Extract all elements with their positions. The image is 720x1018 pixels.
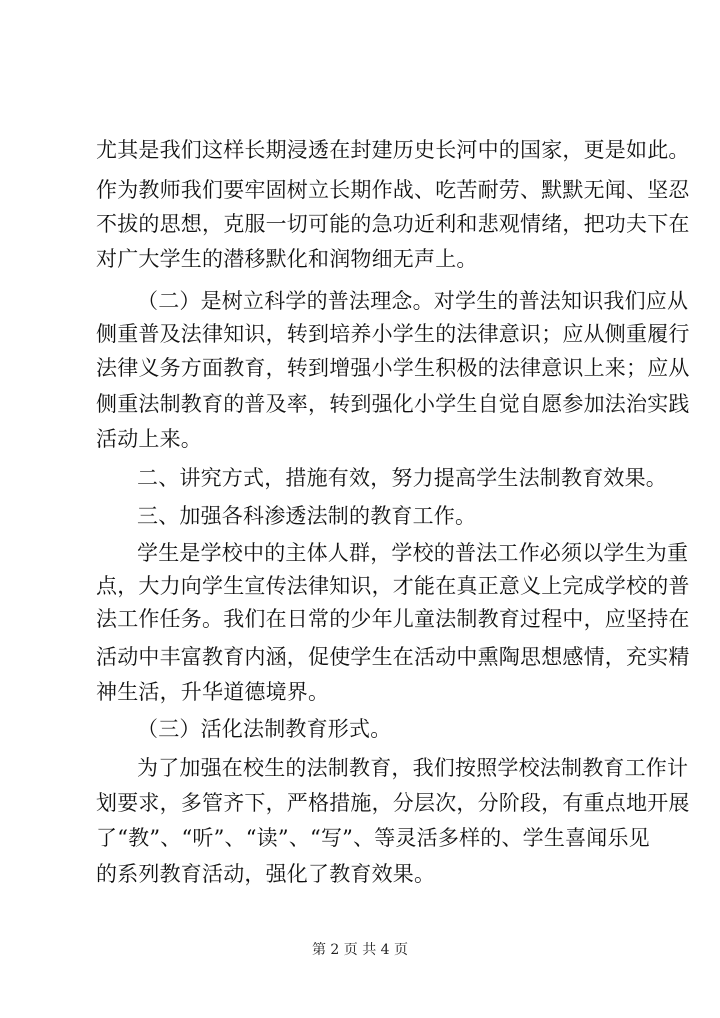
text-line: 活动中丰富教育内涵，促使学生在活动中熏陶思想感情，充实精 bbox=[96, 645, 690, 669]
text-line: 对广大学生的潜移默化和润物细无声上。 bbox=[96, 247, 478, 271]
text-line: 划要求，多管齐下，严格措施，分层次，分阶段，有重点地开展 bbox=[96, 791, 690, 815]
section-heading-3: 三、加强各科渗透法制的教育工作。 bbox=[137, 504, 477, 528]
text-line: 学生是学校中的主体人群，学校的普法工作必须以学生为重 bbox=[137, 541, 689, 565]
section-heading-2: 二、讲究方式，措施有效，努力提高学生法制教育效果。 bbox=[137, 466, 667, 490]
text-line: 神生活，升华道德境界。 bbox=[96, 680, 330, 704]
text-line: 尤其是我们这样长期浸透在封建历史长河中的国家，更是如此。 bbox=[96, 138, 690, 162]
text-line: 的系列教育活动，强化了教育效果。 bbox=[96, 862, 436, 886]
text-line: 活动上来。 bbox=[96, 427, 202, 451]
text-line: 法工作任务。我们在日常的少年儿童法制教育过程中，应坚持在 bbox=[96, 607, 690, 631]
text-line: 侧重普及法律知识，转到培养小学生的法律意识；应从侧重履行 bbox=[96, 322, 690, 346]
text-line: 法律义务方面教育，转到增强小学生积极的法律意识上来；应从 bbox=[96, 356, 690, 380]
subsection-heading: （三）活化法制教育形式。 bbox=[137, 717, 392, 741]
text-line: 作为教师我们要牢固树立长期作战、吃苦耐劳、默默无闻、坚忍 bbox=[96, 178, 690, 202]
text-line: 点，大力向学生宣传法律知识，才能在真正意义上完成学校的普 bbox=[96, 574, 690, 598]
text-line: 为了加强在校生的法制教育，我们按照学校法制教育工作计 bbox=[137, 756, 689, 780]
text-line: （二）是树立科学的普法理念。对学生的普法知识我们应从 bbox=[137, 289, 689, 313]
text-line: 侧重法制教育的普及率，转到强化小学生自觉自愿参加法治实践 bbox=[96, 392, 690, 416]
text-line: 不拔的思想，克服一切可能的急功近利和悲观情绪，把功夫下在 bbox=[96, 212, 690, 236]
text-line: 了“教”、“听”、“读”、“写”、等灵活多样的、学生喜闻乐见 bbox=[96, 826, 650, 850]
page-number-footer: 第 2 页 共 4 页 bbox=[311, 942, 409, 958]
